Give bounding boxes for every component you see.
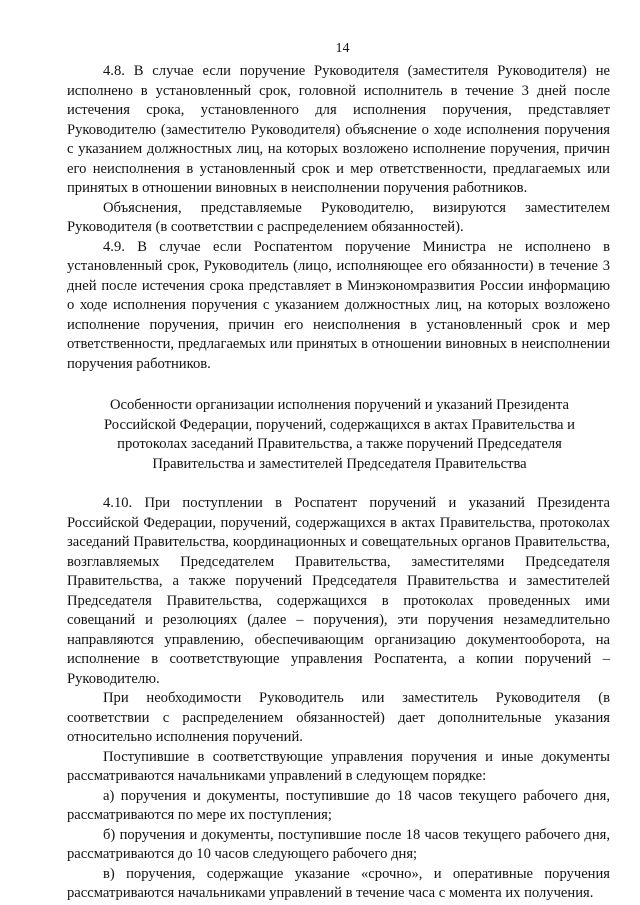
body-text-after bbox=[67, 494, 610, 904]
paragraph-4-10: 4.10. При поступлении в Роспатент поручений и указаний Президента Российской Федерации, поручений, содержащихся в актах Правительства, протоколах заседаний Правительства, координационных и совещательных органов Правительства, возглавляемых Председателем Правительства, заместителями Председателя Правительства, а также поручений Председателя Правительства и заместителей Председателя Правительства, содержащихся в протоколах проведенных ими совещаний и резолюциях (далее – поручения), эти поручения незамедлительно направляются управлению, обеспечивающим организацию документооборота, на исполнение в соответствующие управления Роспатента, а копии поручений – Руководителю. bbox=[67, 495, 610, 687]
section-heading bbox=[89, 396, 590, 474]
page-number: 14 bbox=[335, 41, 350, 56]
list-item-v: в) поручения, содержащие указание «срочно», и оперативные поручения рассматриваются начальниками управлений в течение часа с момента их получения. bbox=[67, 865, 610, 901]
list-item-a: а) поручения и документы, поступившие до 18 часов текущего рабочего дня, рассматриваются по мере их поступления; bbox=[67, 787, 610, 823]
section-heading-line: Российской Федерации, поручений, содержащихся в актах Правительства и bbox=[104, 416, 575, 433]
paragraph-review-order: Поступившие в соответствующие управления поручения и иные документы рассматриваются начальниками управлений в следующем порядке: bbox=[67, 748, 610, 784]
paragraph-explanations: Объяснения, представляемые Руководителю, визируются заместителем Руководителя (в соответствии с распределением обязанностей). bbox=[67, 199, 610, 235]
paragraph-4-9: 4.9. В случае если Роспатентом поручение Министра не исполнено в установленный срок, Руководитель (лицо, исполняющее его обязанности) в течение 3 дней после истечения срока представляет в Минэкономразвития России информацию о ходе исполнения поручения с указанием должностных лиц, на которых возложено исполнение поручения, причин его неисполнения в установленный срок и мер ответственности, предлагаемых или принятых в отношении виновных в неисполнении поручения работников. bbox=[67, 238, 610, 372]
list-item-b: б) поручения и документы, поступившие после 18 часов текущего рабочего дня, рассматриваются до 10 часов следующего рабочего дня; bbox=[67, 826, 610, 862]
paragraph-4-8: 4.8. В случае если поручение Руководителя (заместителя Руководителя) не исполнено в установленный срок, головной исполнитель в течение 3 дней после истечения срока, установленного для исполнения поручения, представляет Руководителю (заместителю Руководителя) объяснение о ходе исполнения поручения с указанием должностных лиц, на которых возложено исполнение поручения, причин его неисполнения в установленный срок и мер ответственности, предлагаемых или принятых в отношении виновных в неисполнении поручения работников. bbox=[67, 63, 610, 196]
section-heading-line: Особенности организации исполнения поручений и указаний Президента bbox=[109, 397, 569, 413]
section-heading-line: протоколах заседаний Правительства, а также поручений Председателя bbox=[117, 436, 562, 452]
body-text-before bbox=[67, 62, 610, 374]
section-heading-line: Правительства и заместителей Председателя Правительства bbox=[152, 455, 527, 472]
paragraph-additional-instructions: При необходимости Руководитель или заместитель Руководителя (в соответствии с распределением обязанностей) дает дополнительные указания относительно исполнения поручений. bbox=[67, 690, 610, 745]
